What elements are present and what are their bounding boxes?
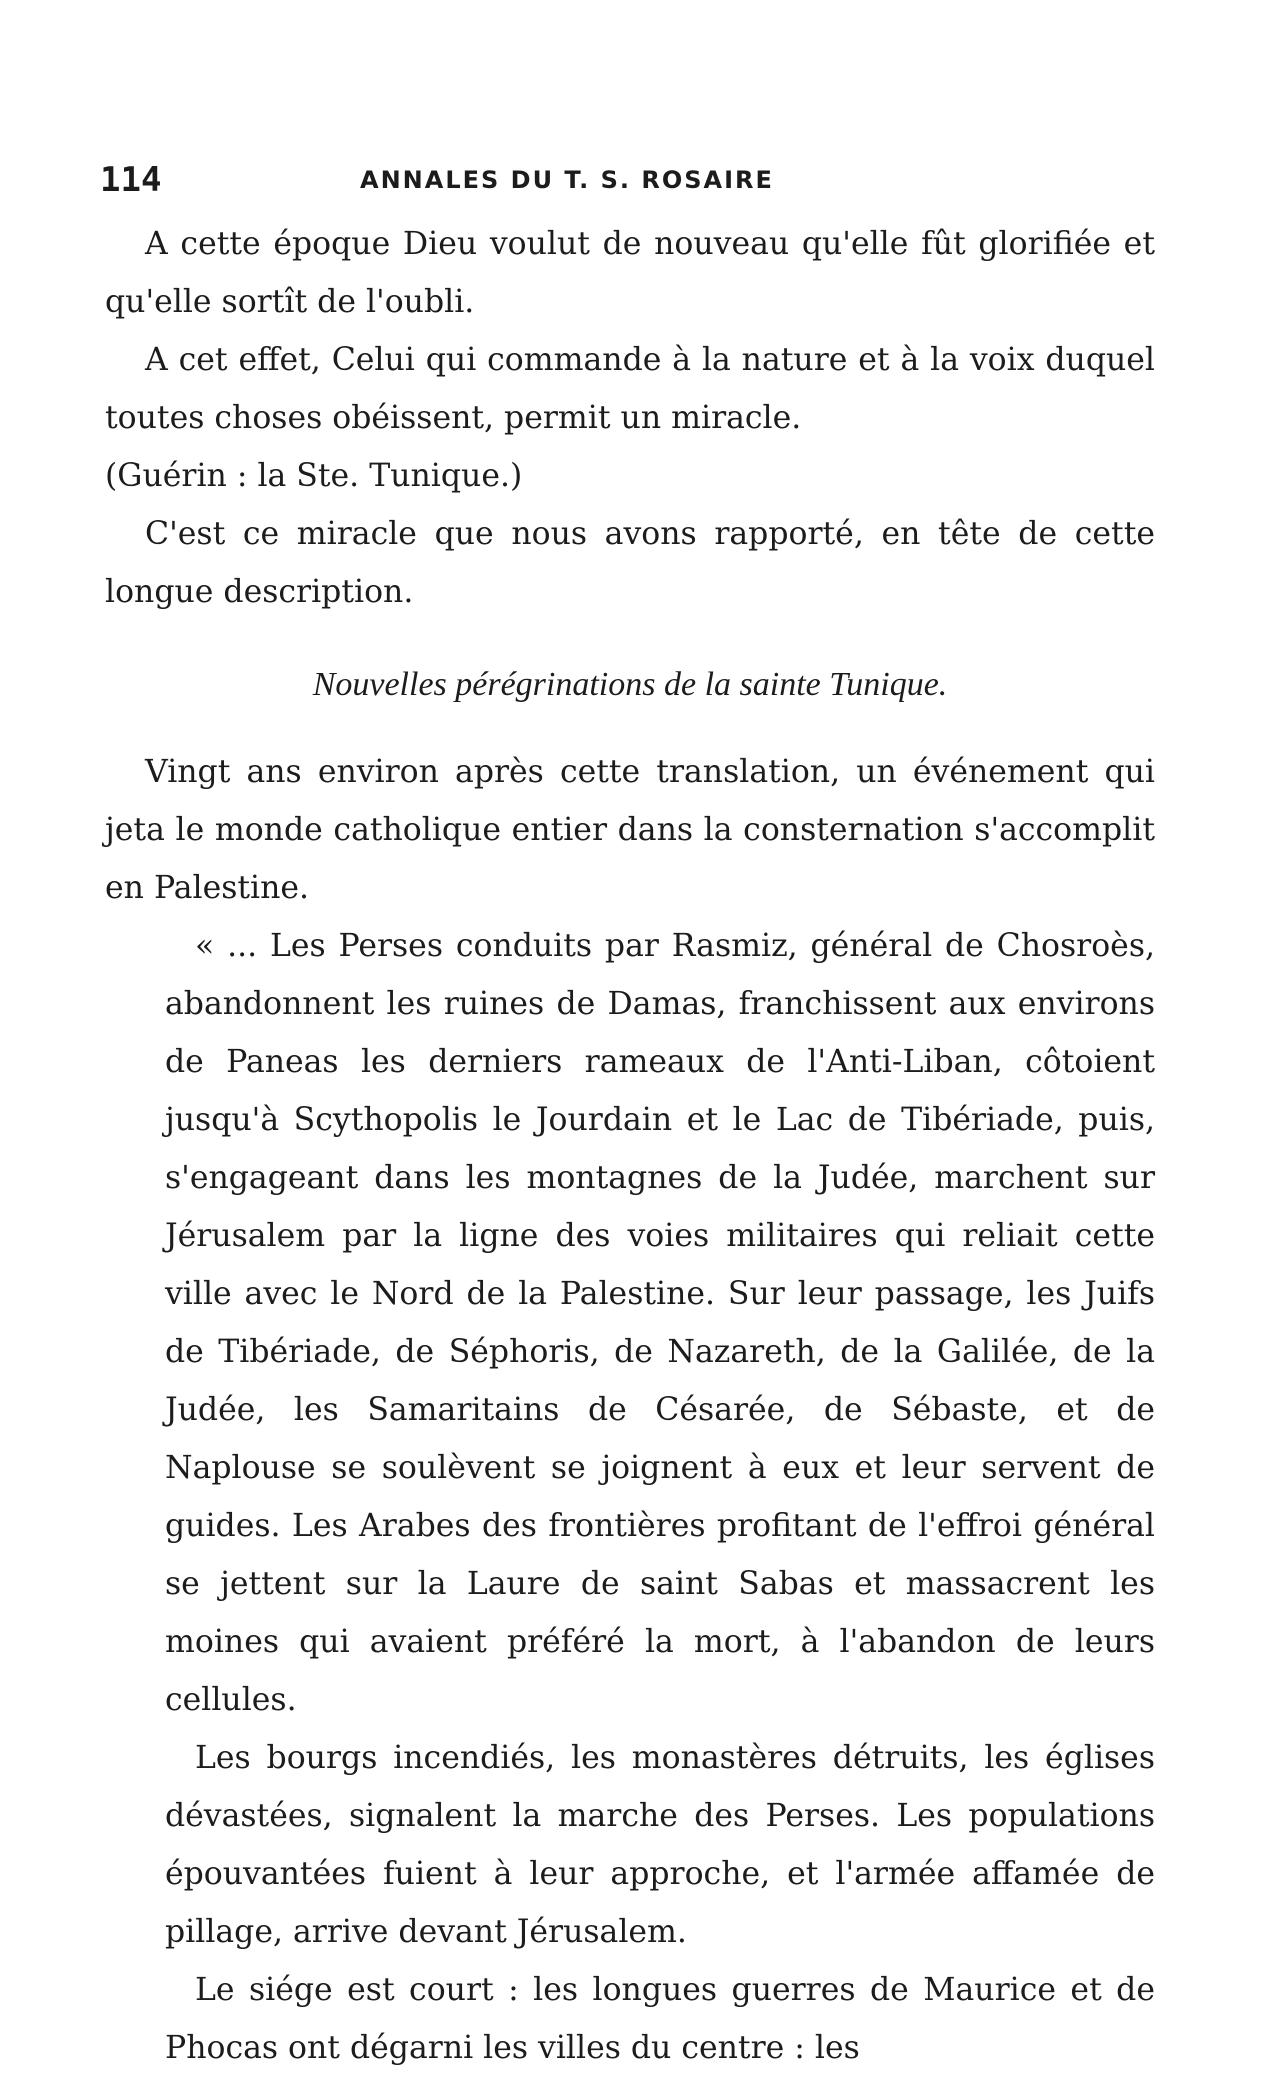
page-header xyxy=(100,160,1160,210)
section-title: Nouvelles pérégrinations de la sainte Tunique. xyxy=(312,666,948,703)
paragraph-citation: (Guérin : la Ste. Tunique.) xyxy=(105,458,523,494)
paragraph-devastation: Les bourgs incendiés, les monastères détruits, les églises dévastées, signalent la marche des Perses. Les populations épouvantées fuient à leur approche, et l'armée affamée de pillage, arrive devant Jérusalem. xyxy=(165,1740,1155,1950)
page-number: 114 xyxy=(100,160,162,200)
paragraph-persian-invasion: « ... Les Perses conduits par Rasmiz, général de Chosroès, abandonnent les ruines de Damas, franchissent aux environs de Paneas les derniers rameaux de l'Anti-Liban, côtoient jusqu'à Scythopolis le Jourdain et le Lac de Tibériade, puis, s'engageant dans les montagnes de la Judée, marchent sur Jérusalem par la ligne des voies militaires qui reliait cette ville avec le Nord de la Palestine. Sur leur passage, les Juifs de Tibériade, de Séphoris, de Nazareth, de la Galilée, de la Judée, les Samaritains de Césarée, de Sébaste, et de Naplouse se soulèvent se joignent à eux et leur servent de guides. Les Arabes des frontières profitant de l'effroi général se jettent sur la Laure de saint Sabas et massacrent les moines qui avaient préféré la mort, à l'abandon de leurs cellules. xyxy=(165,928,1155,1718)
running-head: ANNALES DU T. S. ROSAIRE xyxy=(360,166,774,194)
paragraph-translation: Vingt ans environ après cette translation, un événement qui jeta le monde catholique entier dans la consternation s'accomplit en Palestine. xyxy=(105,754,1155,906)
body-text xyxy=(105,215,1155,2077)
paragraph-description: C'est ce miracle que nous avons rapporté, en tête de cette longue description. xyxy=(105,516,1155,610)
paragraph-siege: Le siége est court : les longues guerres de Maurice et de Phocas ont dégarni les villes du centre : les xyxy=(165,1972,1155,2066)
paragraph-miracle: A cet effet, Celui qui commande à la nature et à la voix duquel toutes choses obéissent, permit un miracle. xyxy=(105,342,1155,436)
paragraph-glorification: A cette époque Dieu voulut de nouveau qu'elle fût glorifiée et qu'elle sortît de l'oubli. xyxy=(105,226,1155,320)
